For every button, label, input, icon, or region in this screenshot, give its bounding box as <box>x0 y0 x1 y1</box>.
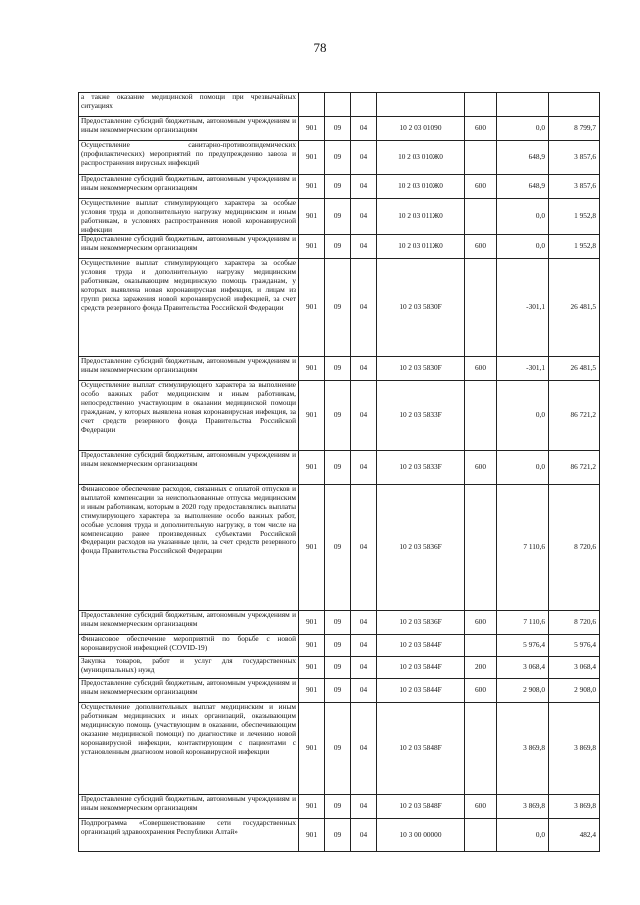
cell-change-amount: 0,0 <box>497 199 549 235</box>
cell-name: Предоставление субсидий бюджетным, автономным учреждениям и иным некоммерческим организациям <box>79 235 299 259</box>
cell-subsection: 04 <box>351 679 377 703</box>
cell-total-amount: 86 721,2 <box>549 451 600 485</box>
cell-subsection: 04 <box>351 235 377 259</box>
cell-name: Осуществление выплат стимулирующего характера за выполнение особо важных работ медицинским и иным работникам, непосредственно участвующим в оказании медицинской помощи гражданам, у которых выявлена новая коронавирусная инфекция, за счет средств резервного фонда Правительства Российской Федерации <box>79 381 299 451</box>
cell-change-amount: -301,1 <box>497 357 549 381</box>
cell-name: Предоставление субсидий бюджетным, автономным учреждениям и иным некоммерческим организациям <box>79 357 299 381</box>
cell-name: Предоставление субсидий бюджетным, автономным учреждениям и иным некоммерческим организациям <box>79 451 299 485</box>
cell-target-article: 10 3 00 00000 <box>377 819 465 852</box>
cell-subsection: 04 <box>351 703 377 795</box>
cell-change-amount: 0,0 <box>497 235 549 259</box>
cell-name: Осуществление выплат стимулирующего характера за особые условия труда и дополнительную нагрузку медицинским работникам, оказывающим медицинскую помощь гражданам, у которых выявлена новая коронавирусная инфекция, и лицам из групп риска заражения новой коронавирусной инфекцией, за счет средств резервного фонда Правительства Российской Федерации <box>79 259 299 357</box>
cell-subsection: 04 <box>351 451 377 485</box>
cell-section: 09 <box>325 635 351 657</box>
cell-expense-type <box>465 635 497 657</box>
cell-target-article: 10 2 03 011Ж0 <box>377 199 465 235</box>
cell-total-amount: 3 068,4 <box>549 657 600 679</box>
table-row <box>79 141 600 175</box>
cell-total-amount: 26 481,5 <box>549 357 600 381</box>
table-row <box>79 235 600 259</box>
cell-ministry: 901 <box>299 657 325 679</box>
cell-change-amount: 0,0 <box>497 451 549 485</box>
cell-expense-type <box>465 141 497 175</box>
cell-total-amount <box>549 93 600 117</box>
cell-change-amount: -301,1 <box>497 259 549 357</box>
cell-section <box>325 93 351 117</box>
cell-total-amount: 8 720,6 <box>549 611 600 635</box>
budget-table <box>78 92 600 852</box>
cell-total-amount: 86 721,2 <box>549 381 600 451</box>
cell-total-amount: 482,4 <box>549 819 600 852</box>
cell-section: 09 <box>325 381 351 451</box>
cell-subsection: 04 <box>351 175 377 199</box>
table-row <box>79 485 600 611</box>
cell-total-amount: 26 481,5 <box>549 259 600 357</box>
cell-subsection <box>351 93 377 117</box>
cell-section: 09 <box>325 175 351 199</box>
cell-change-amount: 0,0 <box>497 819 549 852</box>
table-row <box>79 635 600 657</box>
cell-name: Предоставление субсидий бюджетным, автономным учреждениям и иным некоммерческим организациям <box>79 175 299 199</box>
cell-target-article: 10 2 03 5830F <box>377 259 465 357</box>
table-row <box>79 451 600 485</box>
cell-name: Осуществление дополнительных выплат медицинским и иным работникам медицинских и иных организаций, оказывающим медицинскую помощь (участвующим в оказании, обеспечивающим оказание медицинской помощи) по диагностике и лечению новой коронавирусной инфекции, контактирующим с пациентами с установленным диагнозом новой коронавирусной инфекции <box>79 703 299 795</box>
cell-name: Предоставление субсидий бюджетным, автономным учреждениям и иным некоммерческим организациям <box>79 679 299 703</box>
cell-expense-type: 600 <box>465 175 497 199</box>
cell-change-amount: 3 068,4 <box>497 657 549 679</box>
cell-change-amount: 5 976,4 <box>497 635 549 657</box>
cell-subsection: 04 <box>351 381 377 451</box>
cell-total-amount: 3 869,8 <box>549 795 600 819</box>
cell-ministry: 901 <box>299 175 325 199</box>
cell-section: 09 <box>325 235 351 259</box>
cell-total-amount: 5 976,4 <box>549 635 600 657</box>
cell-section: 09 <box>325 259 351 357</box>
cell-section: 09 <box>325 485 351 611</box>
cell-change-amount: 7 110,6 <box>497 611 549 635</box>
table-row <box>79 357 600 381</box>
cell-target-article: 10 2 03 011Ж0 <box>377 235 465 259</box>
cell-expense-type <box>465 703 497 795</box>
table-row <box>79 93 600 117</box>
cell-expense-type <box>465 93 497 117</box>
cell-name: Финансовое обеспечение расходов, связанных с оплатой отпусков и выплатой компенсации за неиспользованные отпуска медицинским и иным работникам, которым в 2020 году предоставлялись выплаты стимулирующего характера за выполнение особо важных работ, особые условия труда и дополнительную нагрузку, в том числе на компенсацию ранее произведенных субъектами Российской Федерации расходов на указанные цели, за счет средств резервного фонда Правительства Российской Федерации <box>79 485 299 611</box>
cell-ministry: 901 <box>299 235 325 259</box>
page-number: 78 <box>313 40 327 55</box>
cell-expense-type: 600 <box>465 117 497 141</box>
table-row <box>79 259 600 357</box>
cell-section: 09 <box>325 357 351 381</box>
cell-expense-type: 600 <box>465 611 497 635</box>
cell-expense-type: 200 <box>465 657 497 679</box>
cell-ministry: 901 <box>299 819 325 852</box>
cell-section: 09 <box>325 451 351 485</box>
cell-change-amount <box>497 93 549 117</box>
cell-subsection: 04 <box>351 819 377 852</box>
cell-total-amount: 3 857,6 <box>549 175 600 199</box>
cell-ministry: 901 <box>299 795 325 819</box>
cell-target-article: 10 2 03 5844F <box>377 657 465 679</box>
cell-subsection: 04 <box>351 357 377 381</box>
cell-section: 09 <box>325 679 351 703</box>
cell-subsection: 04 <box>351 259 377 357</box>
cell-subsection: 04 <box>351 611 377 635</box>
cell-total-amount: 3 869,8 <box>549 703 600 795</box>
cell-ministry: 901 <box>299 485 325 611</box>
cell-change-amount: 0,0 <box>497 381 549 451</box>
table-row <box>79 795 600 819</box>
cell-name: Финансовое обеспечение мероприятий по борьбе с новой коронавирусной инфекцией (COVID-19) <box>79 635 299 657</box>
cell-section: 09 <box>325 611 351 635</box>
cell-target-article: 10 2 03 5844F <box>377 679 465 703</box>
cell-subsection: 04 <box>351 485 377 611</box>
table-row <box>79 819 600 852</box>
cell-expense-type <box>465 259 497 357</box>
cell-subsection: 04 <box>351 635 377 657</box>
cell-name: Осуществление выплат стимулирующего характера за особые условия труда и дополнительную нагрузку медицинским и иным работникам, в условиях распространения новой коронавирусной инфекции <box>79 199 299 235</box>
cell-target-article: 10 2 03 010Ж0 <box>377 175 465 199</box>
cell-subsection: 04 <box>351 657 377 679</box>
cell-ministry: 901 <box>299 611 325 635</box>
cell-change-amount: 648,9 <box>497 141 549 175</box>
cell-expense-type: 600 <box>465 357 497 381</box>
cell-name: а также оказание медицинской помощи при чрезвычайных ситуациях <box>79 93 299 117</box>
cell-subsection: 04 <box>351 795 377 819</box>
cell-change-amount: 0,0 <box>497 117 549 141</box>
cell-section: 09 <box>325 703 351 795</box>
table-row <box>79 117 600 141</box>
cell-name: Предоставление субсидий бюджетным, автономным учреждениям и иным некоммерческим организациям <box>79 117 299 141</box>
cell-section: 09 <box>325 795 351 819</box>
cell-ministry: 901 <box>299 635 325 657</box>
cell-target-article: 10 2 03 5848F <box>377 703 465 795</box>
cell-change-amount: 3 869,8 <box>497 703 549 795</box>
table-row <box>79 657 600 679</box>
cell-target-article: 10 2 03 5836F <box>377 611 465 635</box>
cell-subsection: 04 <box>351 199 377 235</box>
table-row <box>79 175 600 199</box>
cell-total-amount: 1 952,8 <box>549 235 600 259</box>
cell-target-article: 10 2 03 5833F <box>377 451 465 485</box>
cell-subsection: 04 <box>351 117 377 141</box>
cell-ministry: 901 <box>299 141 325 175</box>
cell-target-article: 10 2 03 5844F <box>377 635 465 657</box>
cell-ministry: 901 <box>299 381 325 451</box>
cell-section: 09 <box>325 117 351 141</box>
cell-target-article: 10 2 03 010Ж0 <box>377 141 465 175</box>
table-row <box>79 199 600 235</box>
budget-table-body <box>79 93 600 852</box>
cell-ministry: 901 <box>299 117 325 141</box>
cell-expense-type <box>465 381 497 451</box>
cell-name: Закупка товаров, работ и услуг для государственных (муниципальных) нужд <box>79 657 299 679</box>
cell-name: Предоставление субсидий бюджетным, автономным учреждениям и иным некоммерческим организациям <box>79 795 299 819</box>
cell-section: 09 <box>325 199 351 235</box>
table-row <box>79 703 600 795</box>
cell-ministry: 901 <box>299 451 325 485</box>
cell-total-amount: 2 908,0 <box>549 679 600 703</box>
cell-expense-type: 600 <box>465 795 497 819</box>
table-row <box>79 611 600 635</box>
cell-total-amount: 8 799,7 <box>549 117 600 141</box>
cell-change-amount: 2 908,0 <box>497 679 549 703</box>
cell-change-amount: 7 110,6 <box>497 485 549 611</box>
cell-expense-type: 600 <box>465 235 497 259</box>
cell-ministry <box>299 93 325 117</box>
table-row <box>79 679 600 703</box>
cell-ministry: 901 <box>299 679 325 703</box>
cell-expense-type: 600 <box>465 679 497 703</box>
cell-section: 09 <box>325 819 351 852</box>
cell-target-article: 10 2 03 5836F <box>377 485 465 611</box>
cell-target-article: 10 2 03 5848F <box>377 795 465 819</box>
cell-name: Подпрограмма «Совершенствование сети государственных организаций здравоохранения Республики Алтай» <box>79 819 299 852</box>
cell-total-amount: 1 952,8 <box>549 199 600 235</box>
cell-ministry: 901 <box>299 357 325 381</box>
cell-expense-type <box>465 485 497 611</box>
cell-expense-type: 600 <box>465 451 497 485</box>
cell-expense-type <box>465 819 497 852</box>
cell-change-amount: 648,9 <box>497 175 549 199</box>
cell-subsection: 04 <box>351 141 377 175</box>
cell-name: Осуществление санитарно-противоэпидемических (профилактических) мероприятий по предупреждению завоза и распространения вирусных инфекций <box>79 141 299 175</box>
cell-target-article: 10 2 03 5833F <box>377 381 465 451</box>
cell-ministry: 901 <box>299 199 325 235</box>
cell-total-amount: 8 720,6 <box>549 485 600 611</box>
table-row <box>79 381 600 451</box>
cell-target-article <box>377 93 465 117</box>
cell-section: 09 <box>325 141 351 175</box>
cell-target-article: 10 2 03 01090 <box>377 117 465 141</box>
cell-target-article: 10 2 03 5830F <box>377 357 465 381</box>
cell-section: 09 <box>325 657 351 679</box>
cell-name: Предоставление субсидий бюджетным, автономным учреждениям и иным некоммерческим организациям <box>79 611 299 635</box>
cell-total-amount: 3 857,6 <box>549 141 600 175</box>
cell-change-amount: 3 869,8 <box>497 795 549 819</box>
cell-ministry: 901 <box>299 259 325 357</box>
cell-ministry: 901 <box>299 703 325 795</box>
cell-expense-type <box>465 199 497 235</box>
